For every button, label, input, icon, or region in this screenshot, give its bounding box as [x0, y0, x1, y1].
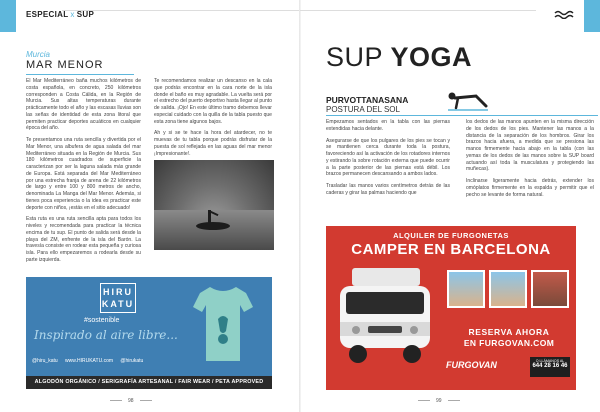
text-column-1 [26, 78, 141, 269]
hirukatu-advertisement[interactable] [26, 277, 272, 389]
van-photo-thumbnail [489, 270, 527, 308]
text-column-3 [326, 119, 450, 202]
ad-hashtag: #sostenible [84, 317, 120, 324]
folio-rule [110, 400, 122, 401]
section-topic: SUP [76, 10, 95, 19]
section-label [26, 10, 94, 19]
instagram-handle[interactable]: @hiru_katu [32, 358, 58, 364]
paragraph: Ah y si se te hace la hora del atardecer, no te muevas de tu tabla porque podrás disfrutar de la puesta de sol reflejada en las aguas del mar menor ¡Impresionante!. [154, 130, 272, 157]
van-photo-thumbnail [531, 270, 569, 308]
yoga-section-title [326, 42, 472, 73]
paragraph: Inclinarse ligeramente hacia detrás, extender los omóplatos firmemente en la espalda y permitir que el pecho se levante de forma natural. [466, 178, 594, 198]
ad-headline-small: ALQUILER DE FURGONETAS [393, 231, 509, 240]
article-kicker: Murcia [26, 50, 51, 59]
paragraph: Te presentamos una ruta sencilla y divertida por el Mar Menor, una albufera de agua salada del mar Mediterráneo situada en la Región de Murcia. Sus 180 kilómetros cuadrados de superficie la caracterizan por ser la laguna salada más grande de Europa. Está separada del Mar Mediterráneo por una estrecha franja de arena de 22 kilómetros de largo y entre 100 y 800 metros de ancho, denominada La Manga del Mar Menor. Además, si tienes poca experiencia o la idea es practicar este deporte con niños, ¡estás en el sitio adecuado! [26, 137, 141, 211]
furgovan-advertisement[interactable] [326, 226, 576, 390]
ad-tagline: Inspirado al aire libre... [34, 328, 178, 342]
section-separator: x [70, 10, 75, 19]
paragraph: Asegurarse de que los pulgares de los pies se tocan y se mantienen cerca durante toda la postura, favoreciendo así la activación de los rotadores internos y estirando la sobre rotación externa que puede ocurrir a la parte posterior de las piernas está débil. Los brazos permanecen descansando a ambos lados. [326, 137, 450, 178]
pose-name: PURVOTTANASANA [326, 95, 409, 105]
header-rule [300, 10, 536, 11]
title-bold: YOGA [390, 42, 473, 72]
paragraph: Trasladar las manos varios centímetros detrás de las caderas y girar las palmas haciendo que [326, 183, 450, 196]
ad-web-link[interactable]: EN FURGOVAN.COM [463, 338, 555, 348]
title-underline [26, 74, 134, 75]
camper-van-icon [332, 266, 436, 370]
paragraph: Esta ruta es una ruta sencilla apta para todos los niveles y recomendada para practicar la técnica encima de tu sup. El punto de salida será desde la playa del ZM, enfrente de la isla del Barón. La travesía consiste en rodear esta pequeña y curiosa isla. Para ello empezaremos a rodearla desde su parte izquierda. [26, 216, 141, 263]
tshirt-icon [192, 283, 254, 363]
photo-board [196, 222, 230, 230]
logo-line-2: KATU [101, 299, 135, 309]
call-label: O LLÁMANOS AL [535, 359, 565, 363]
ad-headline-large: CAMPER EN BARCELONA [351, 241, 551, 258]
wave-icon [554, 9, 576, 19]
pose-underline [326, 115, 598, 116]
van-photo-thumbnail [447, 270, 485, 308]
sunset-paddleboard-photo [154, 160, 274, 250]
text-column-2 [154, 78, 272, 162]
pose-subtitle: POSTURA DEL SOL [326, 105, 400, 114]
text-column-4 [466, 119, 594, 203]
paragraph: Empezamos sentados en la tabla con las piernas extendidas hacia delante. [326, 119, 450, 132]
folio-rule [140, 400, 152, 401]
section-name: ESPECIAL [26, 10, 69, 19]
page-tab-marker [584, 0, 600, 32]
paragraph: los dedos de las manos apunten en la misma dirección de los dedos de los pies. Mantener las manos a la distancia de la separación de los hombros. Girar los brazos hacia afuera, a medida que se presiona las manos firmemente hacia abajo en la tabla (con las yemas de los dedos de las manos sobre la SUP board actuando así toda la musculatura y protegiendo las muñecas). [466, 119, 594, 173]
ad-handles [32, 358, 149, 364]
page-number-left: 98 [128, 398, 134, 404]
ad-cta: RESERVA AHORA [468, 327, 550, 337]
folio-rule [448, 400, 460, 401]
yoga-pose-icon [446, 88, 490, 112]
photo-water [154, 210, 274, 250]
page-tab-marker [0, 0, 16, 32]
paragraph: El Mar Mediterráneo baña muchos kilómetros de costa española, en concreto, 250 kilómetros corresponden a Costa Cálida, en la Región de Murcia. Sus altas temperaturas durante prácticamente todo el año y las escasas lluvias son las señas de identidad de esta zona litoral que permiten practicar deportes acuáticos en cualquier época del año. [26, 78, 141, 132]
phone-number: 644 28 16 46 [532, 363, 568, 369]
title-light: SUP [326, 42, 383, 72]
web-link[interactable]: www.HIRUKATU.com [65, 358, 114, 364]
furgovan-logo: FURGOVAN [446, 360, 497, 370]
header-rule [62, 10, 300, 11]
paragraph: Te recomendamos realizar un descanso en la cala que podrás encontrar en la cara norte de la isla donde el baño es muy agradable. La vuelta será por el estrecho del puerto deportivo hasta llegar al punto de salida. ¡Ojo! En este último tramo debemos llevar especial cuidado con la quilla de la tabla puesto que esta zona tiene algunos bajos. [154, 78, 272, 125]
phone-callbox[interactable] [530, 357, 570, 377]
ad-footer-bar: ALGODÓN ORGÁNICO / SERIGRAFÍA ARTESANAL / FAIR WEAR / PETA APPROVED [26, 376, 272, 389]
page-number-right: 99 [436, 398, 442, 404]
hirukatu-logo [100, 283, 136, 313]
folio-rule [418, 400, 430, 401]
logo-line-1: HIRU [103, 287, 133, 297]
article-title: MAR MENOR [26, 59, 104, 71]
facebook-handle[interactable]: @hirukatu [120, 358, 144, 364]
